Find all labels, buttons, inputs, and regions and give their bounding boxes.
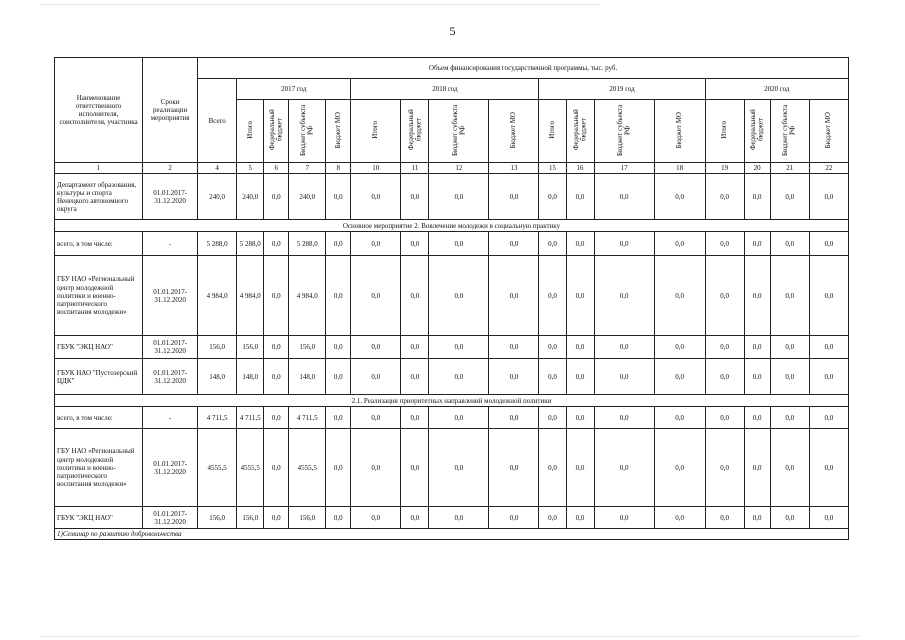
row-dates: - bbox=[143, 407, 198, 429]
column-number: 6 bbox=[264, 163, 289, 174]
section-title: 2.1. Реализация приоритетных направлений молодежной политики bbox=[55, 395, 849, 407]
section-row bbox=[55, 395, 849, 407]
row-dates: 01.01.2017-31.12.2020 bbox=[143, 256, 198, 336]
value-cell: 0,0 bbox=[489, 174, 539, 220]
column-number: 1 bbox=[55, 163, 143, 174]
value-cell: 0,0 bbox=[326, 359, 351, 395]
value-cell: 0,0 bbox=[744, 256, 770, 336]
value-cell: 148,0 bbox=[289, 359, 326, 395]
value-cell: 5 288,0 bbox=[198, 232, 237, 256]
column-number: 5 bbox=[237, 163, 264, 174]
column-number: 19 bbox=[705, 163, 744, 174]
scan-artifact bbox=[40, 636, 860, 637]
subheader-cell bbox=[237, 100, 264, 163]
value-cell: 0,0 bbox=[770, 359, 809, 395]
table-body bbox=[55, 174, 849, 540]
subheader-label: Федеральный бюджет bbox=[406, 109, 422, 151]
header-name: Наименование ответственного исполнителя, соисполнителя, участника bbox=[55, 58, 143, 163]
column-number: 21 bbox=[770, 163, 809, 174]
value-cell: 0,0 bbox=[809, 256, 848, 336]
value-cell: 0,0 bbox=[705, 336, 744, 359]
subheader-label: Федеральный бюджет bbox=[748, 109, 765, 151]
value-cell: 0,0 bbox=[744, 429, 770, 507]
value-cell: 0,0 bbox=[744, 359, 770, 395]
column-number: 17 bbox=[594, 163, 654, 174]
value-cell: 0,0 bbox=[264, 256, 289, 336]
value-cell: 0,0 bbox=[654, 336, 705, 359]
value-cell: 0,0 bbox=[809, 359, 848, 395]
value-cell: 0,0 bbox=[326, 232, 351, 256]
value-cell: 0,0 bbox=[770, 407, 809, 429]
header-year-2019: 2019 год bbox=[539, 79, 705, 100]
column-number: 16 bbox=[566, 163, 594, 174]
value-cell: 0,0 bbox=[744, 507, 770, 529]
header-year-2020: 2020 год bbox=[705, 79, 848, 100]
value-cell: 0,0 bbox=[809, 336, 848, 359]
value-cell: 156,0 bbox=[237, 507, 264, 529]
value-cell: 0,0 bbox=[351, 232, 401, 256]
value-cell: 0,0 bbox=[539, 507, 566, 529]
value-cell: 0,0 bbox=[429, 359, 489, 395]
column-number: 11 bbox=[401, 163, 429, 174]
subheader-cell bbox=[429, 100, 489, 163]
value-cell: 0,0 bbox=[744, 174, 770, 220]
value-cell: 0,0 bbox=[429, 336, 489, 359]
row-dates: - bbox=[143, 232, 198, 256]
value-cell: 0,0 bbox=[489, 336, 539, 359]
value-cell: 4 711,5 bbox=[237, 407, 264, 429]
page-number: 5 bbox=[449, 24, 456, 38]
value-cell: 0,0 bbox=[429, 429, 489, 507]
value-cell: 0,0 bbox=[264, 336, 289, 359]
value-cell: 0,0 bbox=[744, 407, 770, 429]
value-cell: 4555,5 bbox=[237, 429, 264, 507]
subheader-label: Федеральный бюджет bbox=[571, 109, 588, 151]
column-number: 10 bbox=[351, 163, 401, 174]
value-cell: 240,0 bbox=[289, 174, 326, 220]
value-cell: 0,0 bbox=[654, 359, 705, 395]
subheader-cell bbox=[654, 100, 705, 163]
subheader-label: Бюджет МО bbox=[333, 111, 342, 149]
subheader-cell bbox=[326, 100, 351, 163]
table-row bbox=[55, 429, 849, 507]
column-number: 15 bbox=[539, 163, 566, 174]
value-cell: 0,0 bbox=[566, 429, 594, 507]
value-cell: 5 288,0 bbox=[237, 232, 264, 256]
row-name: ГБУК "ЭКЦ НАО" bbox=[55, 507, 143, 529]
value-cell: 0,0 bbox=[539, 407, 566, 429]
subheader-cell bbox=[744, 100, 770, 163]
value-cell: 0,0 bbox=[594, 359, 654, 395]
value-cell: 0,0 bbox=[351, 359, 401, 395]
value-cell: 0,0 bbox=[770, 256, 809, 336]
value-cell: 0,0 bbox=[705, 429, 744, 507]
table-row bbox=[55, 174, 849, 220]
value-cell: 0,0 bbox=[489, 429, 539, 507]
value-cell: 0,0 bbox=[539, 256, 566, 336]
value-cell: 0,0 bbox=[326, 256, 351, 336]
row-dates: 01.01.2017-31.12.2020 bbox=[143, 174, 198, 220]
row-name: ГБУ НАО «Региональный центр молодежной политики и военно-патриотического воспитания молодежи» bbox=[55, 256, 143, 336]
value-cell: 0,0 bbox=[594, 507, 654, 529]
value-cell: 0,0 bbox=[705, 256, 744, 336]
column-number-row bbox=[55, 163, 849, 174]
value-cell: 0,0 bbox=[654, 232, 705, 256]
subheader-label: Итого bbox=[245, 121, 254, 139]
header-total: Всего bbox=[198, 79, 237, 163]
value-cell: 0,0 bbox=[594, 336, 654, 359]
subheader-label: Бюджет МО bbox=[824, 111, 833, 149]
value-cell: 0,0 bbox=[264, 232, 289, 256]
scan-artifact bbox=[40, 4, 600, 5]
row-name: Департамент образования, культуры и спорта Ненецкого автономного округа bbox=[55, 174, 143, 220]
table-row bbox=[55, 507, 849, 529]
value-cell: 0,0 bbox=[351, 407, 401, 429]
subheader-cell bbox=[809, 100, 848, 163]
subheader-cell bbox=[705, 100, 744, 163]
value-cell: 0,0 bbox=[654, 507, 705, 529]
value-cell: 0,0 bbox=[326, 174, 351, 220]
value-cell: 148,0 bbox=[198, 359, 237, 395]
value-cell: 0,0 bbox=[401, 359, 429, 395]
table-row bbox=[55, 407, 849, 429]
value-cell: 0,0 bbox=[351, 336, 401, 359]
header-year-2018: 2018 год bbox=[351, 79, 539, 100]
value-cell: 0,0 bbox=[489, 232, 539, 256]
value-cell: 0,0 bbox=[401, 336, 429, 359]
header-year-2017: 2017 год bbox=[237, 79, 351, 100]
value-cell: 0,0 bbox=[770, 429, 809, 507]
subheader-cell bbox=[289, 100, 326, 163]
value-cell: 0,0 bbox=[326, 407, 351, 429]
row-dates: 01.01.2017-31.12.2020 bbox=[143, 429, 198, 507]
value-cell: 0,0 bbox=[705, 232, 744, 256]
subheader-label: Бюджет субъекта РФ bbox=[615, 104, 632, 156]
value-cell: 0,0 bbox=[539, 174, 566, 220]
value-cell: 0,0 bbox=[264, 429, 289, 507]
subheader-label: Итого bbox=[719, 121, 728, 139]
value-cell: 0,0 bbox=[326, 336, 351, 359]
row-name: всего, в том числе: bbox=[55, 232, 143, 256]
subheader-cell bbox=[489, 100, 539, 163]
column-number: 18 bbox=[654, 163, 705, 174]
subheader-cell bbox=[539, 100, 566, 163]
column-number: 8 bbox=[326, 163, 351, 174]
value-cell: 0,0 bbox=[489, 359, 539, 395]
value-cell: 0,0 bbox=[429, 407, 489, 429]
value-cell: 4 984,0 bbox=[198, 256, 237, 336]
value-cell: 0,0 bbox=[566, 174, 594, 220]
value-cell: 156,0 bbox=[198, 507, 237, 529]
value-cell: 0,0 bbox=[809, 174, 848, 220]
value-cell: 4 984,0 bbox=[237, 256, 264, 336]
footnote-text: 1)Семинар по развитию добровольчества bbox=[55, 529, 849, 540]
value-cell: 240,0 bbox=[237, 174, 264, 220]
subheader-label: Бюджет субъекта РФ bbox=[298, 104, 315, 156]
value-cell: 0,0 bbox=[489, 507, 539, 529]
subheader-cell bbox=[770, 100, 809, 163]
value-cell: 0,0 bbox=[429, 507, 489, 529]
column-number: 2 bbox=[143, 163, 198, 174]
value-cell: 0,0 bbox=[809, 407, 848, 429]
subheader-cell bbox=[566, 100, 594, 163]
value-cell: 148,0 bbox=[237, 359, 264, 395]
value-cell: 240,0 bbox=[198, 174, 237, 220]
value-cell: 156,0 bbox=[289, 336, 326, 359]
table-row bbox=[55, 359, 849, 395]
row-name: ГБУ НАО «Региональный центр молодежной политики и военно-патриотического воспитания молодежи» bbox=[55, 429, 143, 507]
footnote-row bbox=[55, 529, 849, 540]
value-cell: 0,0 bbox=[770, 174, 809, 220]
value-cell: 0,0 bbox=[594, 174, 654, 220]
section-row bbox=[55, 220, 849, 232]
header-dates: Сроки реализации мероприятия bbox=[143, 58, 198, 163]
value-cell: 0,0 bbox=[654, 256, 705, 336]
subheader-label: Итого bbox=[547, 121, 556, 139]
value-cell: 0,0 bbox=[744, 232, 770, 256]
value-cell: 0,0 bbox=[770, 336, 809, 359]
subheader-label: Итого bbox=[371, 121, 380, 139]
value-cell: 0,0 bbox=[566, 256, 594, 336]
value-cell: 0,0 bbox=[654, 407, 705, 429]
value-cell: 0,0 bbox=[566, 507, 594, 529]
value-cell: 0,0 bbox=[264, 174, 289, 220]
value-cell: 0,0 bbox=[351, 429, 401, 507]
value-cell: 0,0 bbox=[566, 407, 594, 429]
value-cell: 4 984,0 bbox=[289, 256, 326, 336]
value-cell: 156,0 bbox=[289, 507, 326, 529]
row-dates: 01.01.2017-31.12.2020 bbox=[143, 359, 198, 395]
subheader-label: Федеральный бюджет bbox=[267, 109, 284, 151]
value-cell: 0,0 bbox=[264, 359, 289, 395]
value-cell: 0,0 bbox=[770, 507, 809, 529]
value-cell: 0,0 bbox=[705, 507, 744, 529]
section-title: Основное мероприятие 2. Вовлечение молодежи в социальную практику bbox=[55, 220, 849, 232]
column-number: 20 bbox=[744, 163, 770, 174]
value-cell: 0,0 bbox=[264, 507, 289, 529]
value-cell: 4 711,5 bbox=[198, 407, 237, 429]
value-cell: 0,0 bbox=[429, 232, 489, 256]
value-cell: 0,0 bbox=[401, 507, 429, 529]
column-number: 13 bbox=[489, 163, 539, 174]
subheader-label: Бюджет МО bbox=[509, 111, 518, 149]
value-cell: 0,0 bbox=[264, 407, 289, 429]
subheader-label: Бюджет субъекта РФ bbox=[781, 104, 797, 156]
column-number: 12 bbox=[429, 163, 489, 174]
value-cell: 0,0 bbox=[594, 232, 654, 256]
value-cell: 4555,5 bbox=[289, 429, 326, 507]
value-cell: 0,0 bbox=[705, 407, 744, 429]
subheader-cell bbox=[351, 100, 401, 163]
value-cell: 0,0 bbox=[429, 256, 489, 336]
column-number: 4 bbox=[198, 163, 237, 174]
row-name: ГБУК "ЭКЦ НАО" bbox=[55, 336, 143, 359]
subheader-label: Бюджет субъекта РФ bbox=[450, 104, 466, 156]
value-cell: 156,0 bbox=[237, 336, 264, 359]
value-cell: 0,0 bbox=[654, 174, 705, 220]
column-number: 22 bbox=[809, 163, 848, 174]
column-number: 7 bbox=[289, 163, 326, 174]
row-dates: 01.01.2017-31.12.2020 bbox=[143, 507, 198, 529]
subheader-cell bbox=[594, 100, 654, 163]
value-cell: 0,0 bbox=[594, 407, 654, 429]
value-cell: 0,0 bbox=[401, 256, 429, 336]
value-cell: 0,0 bbox=[705, 359, 744, 395]
row-name: ГБУК НАО "Пустозерский ЦДК" bbox=[55, 359, 143, 395]
row-dates: 01.01.2017-31.12.2020 bbox=[143, 336, 198, 359]
value-cell: 0,0 bbox=[770, 232, 809, 256]
value-cell: 0,0 bbox=[705, 174, 744, 220]
value-cell: 156,0 bbox=[198, 336, 237, 359]
value-cell: 0,0 bbox=[401, 232, 429, 256]
value-cell: 0,0 bbox=[566, 336, 594, 359]
table-row bbox=[55, 256, 849, 336]
value-cell: 0,0 bbox=[401, 174, 429, 220]
financing-table bbox=[54, 57, 849, 540]
value-cell: 0,0 bbox=[429, 174, 489, 220]
value-cell: 5 288,0 bbox=[289, 232, 326, 256]
value-cell: 0,0 bbox=[809, 232, 848, 256]
value-cell: 0,0 bbox=[809, 429, 848, 507]
row-name: всего, в том числе: bbox=[55, 407, 143, 429]
value-cell: 0,0 bbox=[539, 232, 566, 256]
value-cell: 0,0 bbox=[566, 359, 594, 395]
subheader-cell bbox=[401, 100, 429, 163]
subheader-label: Бюджет МО bbox=[674, 111, 683, 149]
value-cell: 0,0 bbox=[401, 407, 429, 429]
value-cell: 0,0 bbox=[566, 232, 594, 256]
value-cell: 0,0 bbox=[539, 336, 566, 359]
value-cell: 0,0 bbox=[326, 507, 351, 529]
value-cell: 0,0 bbox=[809, 507, 848, 529]
value-cell: 0,0 bbox=[594, 256, 654, 336]
value-cell: 0,0 bbox=[351, 256, 401, 336]
value-cell: 0,0 bbox=[401, 429, 429, 507]
value-cell: 0,0 bbox=[326, 429, 351, 507]
value-cell: 0,0 bbox=[539, 359, 566, 395]
value-cell: 4 711,5 bbox=[289, 407, 326, 429]
subheader-cell bbox=[264, 100, 289, 163]
value-cell: 0,0 bbox=[351, 174, 401, 220]
table-row bbox=[55, 336, 849, 359]
value-cell: 0,0 bbox=[654, 429, 705, 507]
value-cell: 4555,5 bbox=[198, 429, 237, 507]
value-cell: 0,0 bbox=[594, 429, 654, 507]
value-cell: 0,0 bbox=[539, 429, 566, 507]
header-financing-title: Объем финансирования государственной программы, тыс. руб. bbox=[198, 58, 849, 79]
value-cell: 0,0 bbox=[351, 507, 401, 529]
value-cell: 0,0 bbox=[744, 336, 770, 359]
value-cell: 0,0 bbox=[489, 407, 539, 429]
table-row bbox=[55, 232, 849, 256]
value-cell: 0,0 bbox=[489, 256, 539, 336]
